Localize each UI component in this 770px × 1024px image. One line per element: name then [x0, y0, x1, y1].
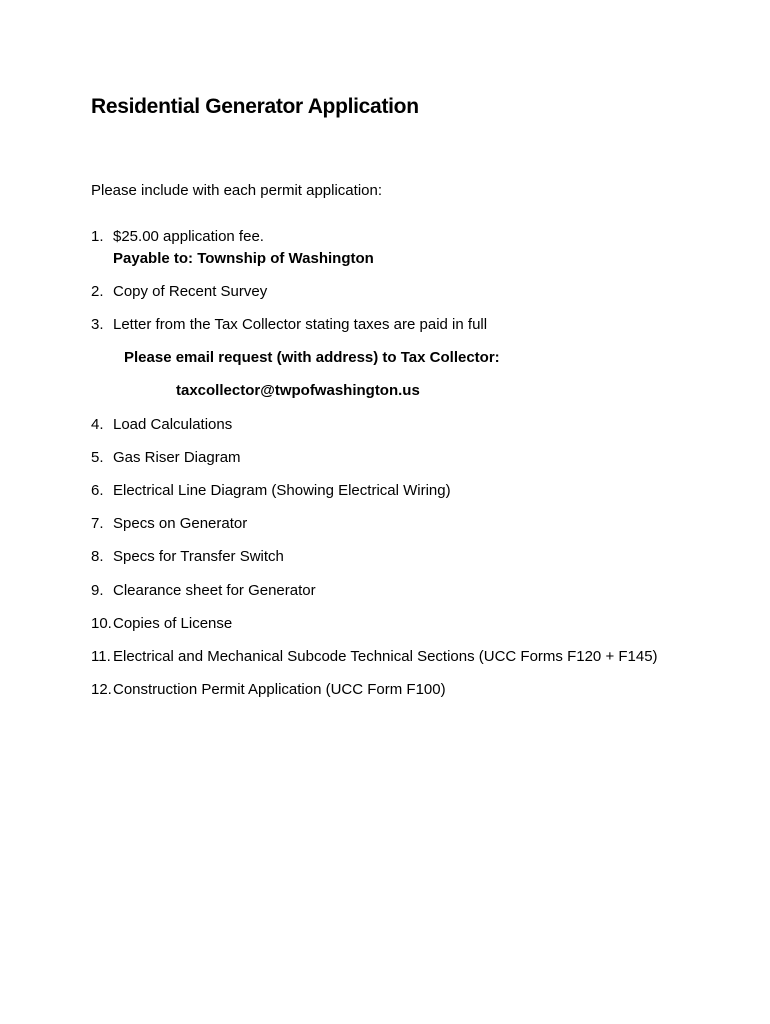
list-item-number: 12. — [91, 681, 112, 698]
list-item-text: Construction Permit Application (UCC Form F100) — [113, 681, 446, 698]
list-item-number: 4. — [91, 416, 104, 433]
list-item-text: Copies of License — [113, 615, 233, 632]
list-item-text: Load Calculations — [113, 416, 233, 433]
list-item-number: 1. — [91, 228, 104, 245]
list-item-number: 2. — [91, 283, 104, 300]
tax-collector-email[interactable]: taxcollector@twpofwashington.us — [176, 382, 420, 399]
list-item-text: $25.00 application fee. — [113, 228, 264, 245]
list-item-number: 10. — [91, 615, 112, 632]
list-item-text: Specs on Generator — [113, 515, 248, 532]
payable-to-text: Payable to: Township of Washington — [113, 250, 374, 267]
list-item-text: Electrical Line Diagram (Showing Electrical Wiring) — [113, 482, 451, 499]
list-item-number: 9. — [91, 582, 104, 599]
list-item-text: Letter from the Tax Collector stating taxes are paid in full — [113, 316, 488, 333]
list-item-number: 6. — [91, 482, 104, 499]
list-item-text: Specs for Transfer Switch — [113, 548, 284, 565]
list-item-number: 8. — [91, 548, 104, 565]
list-item-text: Copy of Recent Survey — [113, 283, 268, 300]
list-item-number: 5. — [91, 449, 104, 466]
intro-text: Please include with each permit application: — [91, 182, 382, 199]
list-item-text: Electrical and Mechanical Subcode Technical Sections (UCC Forms F120 + F145) — [113, 648, 658, 665]
list-item-number: 3. — [91, 316, 104, 333]
page-title: Residential Generator Application — [91, 95, 419, 118]
list-item-text: Gas Riser Diagram — [113, 449, 241, 466]
list-item-text: Clearance sheet for Generator — [113, 582, 316, 599]
tax-collector-note: Please email request (with address) to Tax Collector: — [124, 349, 500, 366]
list-item-number: 7. — [91, 515, 104, 532]
list-item-number: 11. — [91, 648, 111, 665]
